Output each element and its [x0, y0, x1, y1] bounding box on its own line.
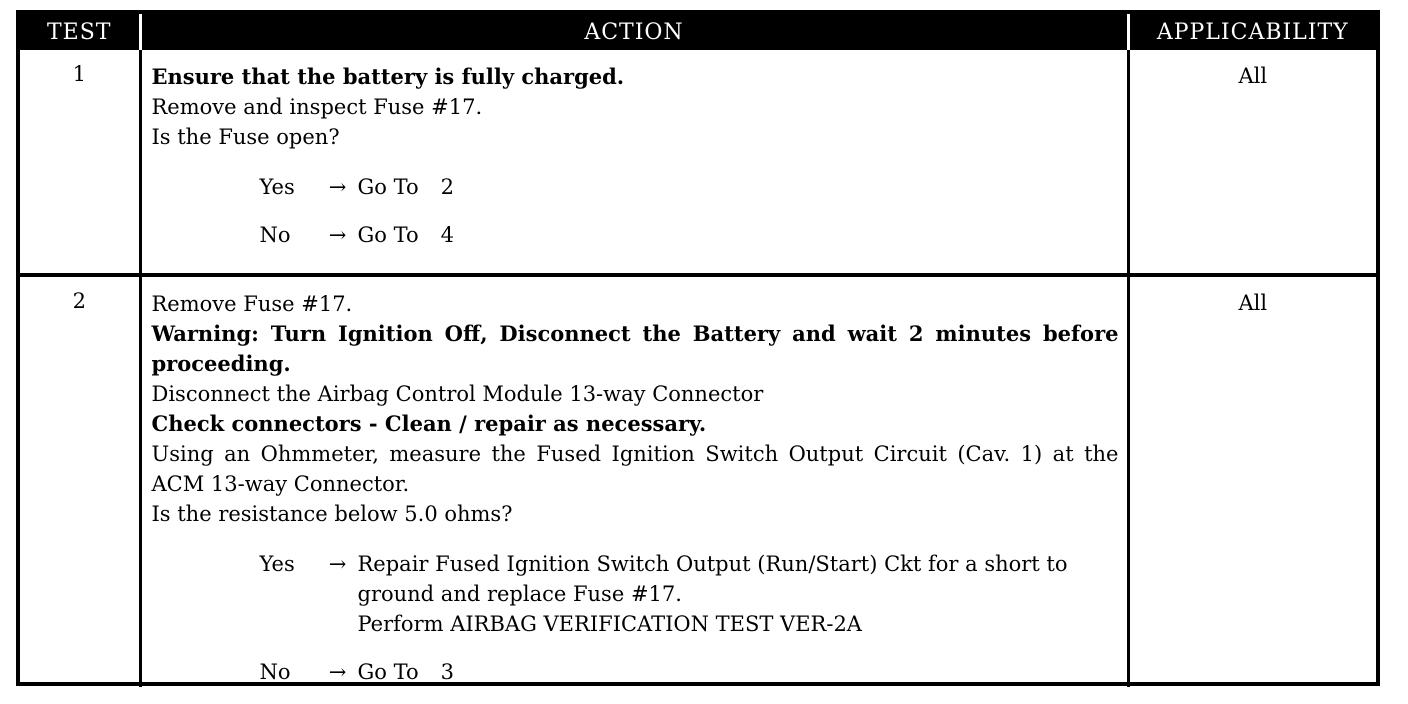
table-row: [20, 275, 1376, 687]
action-line: Is the Fuse open?: [151, 125, 340, 149]
header-applicability: APPLICABILITY: [1128, 14, 1376, 50]
action-line: Is the resistance below 5.0 ohms?: [151, 502, 513, 526]
goto-text: [358, 657, 1119, 687]
arrow-icon: →: [328, 552, 347, 576]
goto-number: 3: [440, 660, 454, 684]
no-answer: [260, 657, 1119, 687]
action-line: Disconnect the Airbag Control Module 13-way Connector: [151, 382, 764, 406]
yes-label: Yes: [259, 552, 295, 576]
no-label: No: [259, 660, 291, 684]
header-action: ACTION: [140, 14, 1128, 50]
arrow-icon: →: [328, 175, 347, 199]
applicability-value: All: [1128, 50, 1376, 275]
goto-number: 2: [440, 175, 454, 199]
yes-label: Yes: [259, 175, 295, 199]
header-row: [20, 14, 1376, 50]
action-line: Ensure that the battery is fully charged.: [151, 64, 625, 89]
action-line: Remove Fuse #17.: [151, 292, 353, 316]
no-label: No: [259, 223, 291, 247]
verification-text: Perform AIRBAG VERIFICATION TEST VER-2A: [357, 612, 862, 636]
header-test: TEST: [20, 14, 140, 50]
action-line: Using an Ohmmeter, measure the Fused Ignition Switch Output Circuit (Cav. 1) at the ACM 13-way Connector.: [151, 442, 1119, 496]
yes-answer: [260, 172, 1119, 202]
test-number: 2: [20, 275, 140, 687]
goto-text: [358, 220, 1119, 250]
arrow-icon: →: [328, 223, 347, 247]
goto-number: 4: [440, 223, 454, 247]
yes-result: [358, 549, 1119, 639]
goto-label: Go To: [357, 660, 419, 684]
goto-label: Go To: [357, 223, 419, 247]
action-cell: [140, 50, 1128, 275]
repair-text: Repair Fused Ignition Switch Output (Run/Start) Ckt for a short to ground and replace Fuse #17.: [357, 552, 1068, 606]
test-table: [20, 14, 1376, 687]
goto-label: Go To: [357, 175, 419, 199]
arrow-icon: →: [328, 660, 347, 684]
action-cell: [140, 275, 1128, 687]
warning-line: Warning: Turn Ignition Off, Disconnect the Battery and wait 2 minutes before proceeding.: [151, 321, 1119, 376]
diagnostic-table: [16, 10, 1380, 686]
goto-text: [358, 172, 1119, 202]
action-line: Check connectors - Clean / repair as necessary.: [151, 411, 707, 436]
test-number: 1: [20, 50, 140, 275]
table-row: [20, 50, 1376, 275]
yes-answer: [260, 549, 1119, 639]
action-line: Remove and inspect Fuse #17.: [151, 95, 483, 119]
no-answer: [260, 220, 1119, 250]
applicability-value: All: [1238, 291, 1268, 315]
